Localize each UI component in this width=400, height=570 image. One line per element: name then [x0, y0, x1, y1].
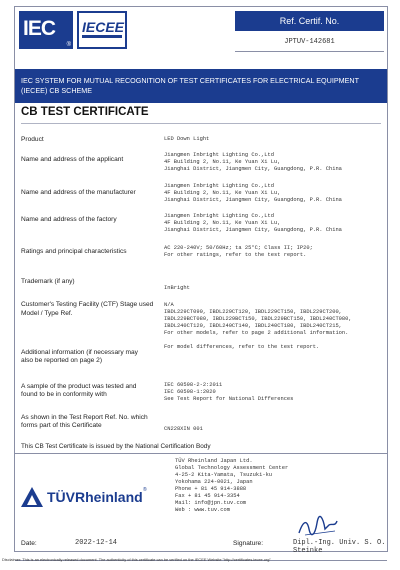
ref-cert-label: Ref. Certif. No. — [235, 11, 384, 31]
tuv-logo-text: TÜVRheinland — [47, 489, 143, 505]
signatory-name: Dipl.-Ing. Univ. S. O. Steinke — [293, 539, 386, 555]
additional-info-label: Additional information (if necessary may also be reported on page 2) — [21, 349, 138, 364]
iec-logo-text: IEC — [23, 17, 56, 40]
ref-cert-number: JPTUV-142681 — [235, 33, 384, 52]
scheme-banner — [15, 69, 387, 103]
handwritten-signature — [295, 515, 341, 539]
manufacturer-label: Name and address of the manufacturer — [21, 189, 136, 196]
date-value: 2022-12-14 — [75, 539, 118, 547]
trademark-value: InBright — [164, 285, 190, 291]
manufacturer-value: Jiangmen Inbright Lighting Co.,Ltd 4F Building 2, No.11, Ke Yuan Xi Lu, Jianghai District, Jiangmen City, Guangdong, P.R. China — [164, 183, 342, 203]
ctf-model-value: N/A IBDL229CT090, IBDL229CT120, IBDL229CT150, IBDL229CT200, IBDL229BCT080, IBDL229BCT150, IBDL229BCT150, IBDL240CT080, IBDL240CT120, IBDL240CT140, IBDL240CT180, IBDL240CT215, For other models, refer to page 2 additional information. — [164, 302, 352, 336]
section-divider — [15, 453, 387, 454]
test-report-label: As shown in the Test Report Ref. No. which forms part of this Certificate — [21, 414, 148, 429]
signature-label: Signature: — [233, 540, 264, 547]
iecee-logo-text: IECEE — [82, 19, 125, 35]
iecee-logo — [77, 11, 127, 49]
factory-label: Name and address of the factory — [21, 216, 117, 223]
additional-info-value: For model differences, refer to the test report. — [164, 344, 320, 350]
applicant-value: Jiangmen Inbright Lighting Co.,Ltd 4F Building 2, No.11, Ke Yuan Xi Lu, Jianghai District, Jiangmen City, Guangdong, P.R. China — [164, 152, 342, 172]
certificate-frame — [14, 6, 388, 555]
ctf-model-label: Customer's Testing Facility (CTF) Stage used Model / Type Ref. — [21, 301, 154, 317]
applicant-label: Name and address of the applicant — [21, 156, 124, 163]
product-value: LED Down Light — [164, 136, 210, 142]
date-label: Date: — [21, 540, 37, 547]
conformity-label: A sample of the product was tested and found to be in conformity with — [21, 383, 137, 398]
certification-body-address: TÜV Rheinland Japan Ltd. Global Technology Assessment Center 4-25-2 Kita-Yamata, Tsuzuki-ku Yokohama 224-0021, Japan Phone + 81 45 914-3888 Fax + 81 45 914-3354 Mail: info@jpn.tuv.com Web : www.tuv.com — [175, 458, 289, 513]
factory-value: Jiangmen Inbright Lighting Co.,Ltd 4F Building 2, No.11, Ke Yuan Xi Lu, Jianghai District, Jiangmen City, Guangdong, P.R. China — [164, 213, 342, 233]
banner-line-2: (IECEE) CB SCHEME — [21, 86, 93, 95]
certificate-title: CB TEST CERTIFICATE — [21, 106, 149, 118]
iec-logo: IEC ® — [19, 11, 73, 49]
issued-by-statement: This CB Test Certificate is issued by the National Certification Body — [21, 443, 211, 450]
product-label: Product — [21, 136, 44, 143]
tuv-rheinland-logo: TÜVRheinland ® — [21, 485, 171, 509]
banner-line-1: IEC SYSTEM FOR MUTUAL RECOGNITION OF TEST CERTIFICATES FOR ELECTRICAL EQUIPMENT — [21, 76, 359, 85]
disclaimer: Disclaimer: This is an electronically released document. The authenticity of this certificate can be verified on the IECEE Website "http://certificates.iecee.org" — [2, 557, 271, 562]
ratings-value: AC 220-240V; 50/60Hz; ta 25°C; Class II; IP20; For other ratings, refer to the test report. — [164, 245, 313, 258]
title-divider — [21, 123, 381, 124]
test-report-value: CN228XIN 001 — [164, 426, 203, 432]
logo-area — [15, 7, 255, 51]
conformity-value: IEC 60598-2-2:2011 IEC 60598-1:2020 See Test Report for National Differences — [164, 382, 294, 402]
trademark-label: Trademark (if any) — [21, 278, 75, 285]
ratings-label: Ratings and principal characteristics — [21, 248, 127, 255]
